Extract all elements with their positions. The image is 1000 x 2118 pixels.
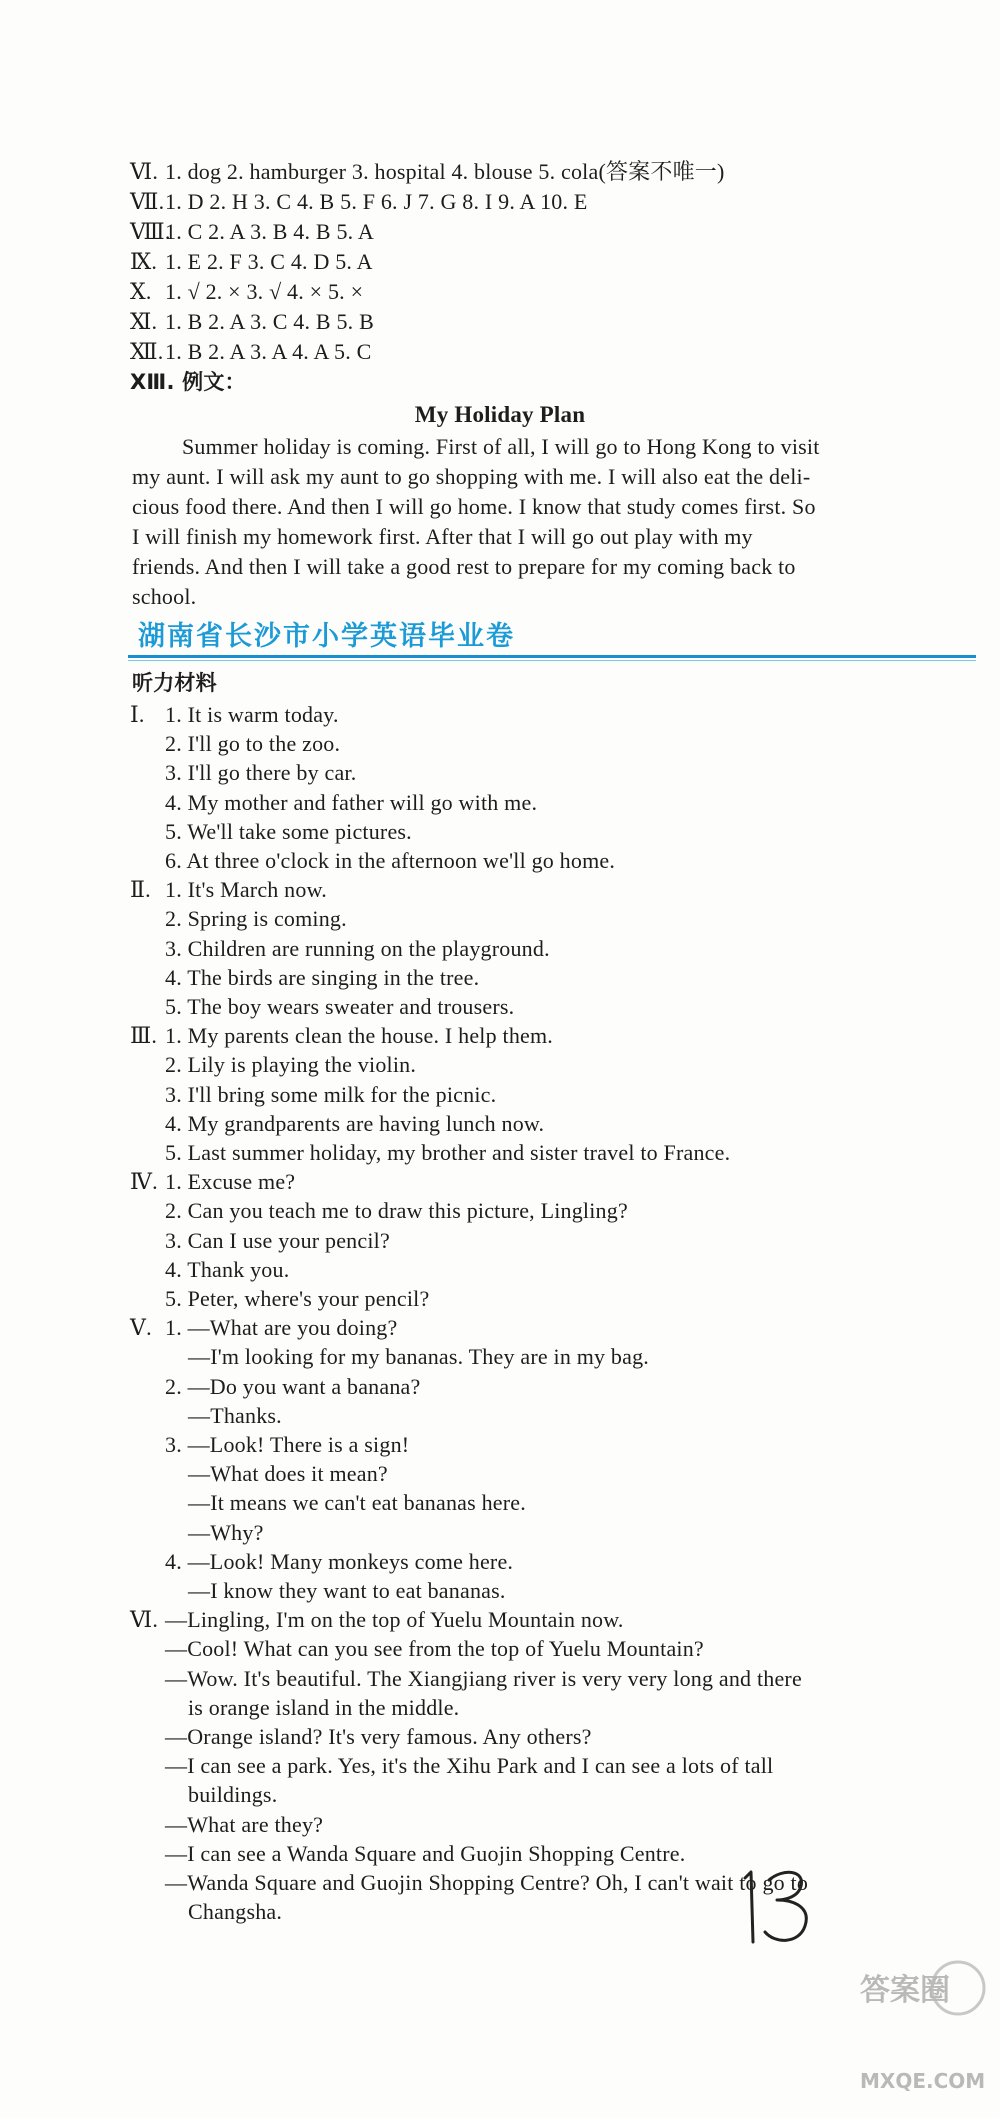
listening-text: buildings.	[188, 1782, 278, 1808]
answer-text: 1. B 2. A 3. C 4. B 5. B	[165, 309, 374, 334]
answer-text: 1. B 2. A 3. A 4. A 5. C	[165, 339, 372, 364]
listening-text: —I can see a park. Yes, it's the Xihu Park and I can see a lots of tall	[165, 1753, 774, 1779]
listening-text: 5. Peter, where's your pencil?	[165, 1286, 430, 1311]
listening-line	[0, 1693, 1000, 1723]
listening-text: 2. —Do you want a banana?	[165, 1373, 421, 1399]
essay-text: my aunt. I will ask my aunt to go shopping with me. I will also eat the deli-	[132, 464, 811, 489]
listening-line	[0, 1255, 1000, 1285]
section-number: Ⅳ.	[130, 1169, 158, 1195]
essay-line	[0, 462, 1000, 492]
listening-text: 2. I'll go to the zoo.	[165, 731, 341, 757]
listening-line	[0, 729, 1000, 759]
listening-line	[0, 963, 1000, 993]
listening-text: —Wow. It's beautiful. The Xiangjiang river is very very long and there	[165, 1665, 802, 1691]
listening-text: —It means we can't eat bananas here.	[188, 1490, 526, 1516]
section-number: Ⅸ.	[130, 249, 158, 274]
essay-line	[0, 582, 1000, 612]
listening-line	[0, 1780, 1000, 1810]
section-number: Ⅱ.	[130, 877, 151, 903]
listening-text: —What does it mean?	[188, 1461, 388, 1487]
listening-line	[0, 1605, 1000, 1635]
listening-text: 1. —What are you doing?	[165, 1315, 398, 1341]
answer-text: 1. D 2. H 3. C 4. B 5. F 6. J 7. G 8. I 9. A 10. E	[165, 189, 588, 214]
listening-line	[0, 1138, 1000, 1168]
essay-label: ⅩⅢ. 例文：	[130, 370, 246, 394]
answer-line	[0, 187, 1000, 217]
section-number: Ⅲ.	[130, 1023, 158, 1049]
listening-text: 3. —Look! There is a sign!	[165, 1432, 410, 1457]
listening-line	[0, 1401, 1000, 1431]
listening-text: —Why?	[188, 1519, 264, 1545]
banner-rule	[128, 660, 976, 661]
section-number: Ⅷ.	[130, 219, 171, 244]
essay-label-line	[0, 367, 1000, 397]
listening-text: 4. My mother and father will go with me.	[165, 789, 538, 815]
listening-line	[0, 1634, 1000, 1664]
essay-line	[0, 552, 1000, 582]
section-number: Ⅺ.	[130, 309, 158, 334]
listening-line	[0, 1050, 1000, 1080]
essay-text: school.	[132, 584, 197, 609]
essay-title-line	[0, 400, 1000, 430]
essay-title: My Holiday Plan	[414, 402, 586, 427]
section-number: Ⅴ.	[130, 1315, 152, 1341]
listening-text: 3. I'll go there by car.	[165, 760, 357, 786]
listening-line	[0, 1430, 1000, 1460]
watermark-text-url: MXQE.COM	[860, 2069, 986, 2093]
listening-text: 4. —Look! Many monkeys come here.	[165, 1548, 514, 1574]
listening-line	[0, 1897, 1000, 1927]
essay-line	[0, 522, 1000, 552]
essay-text: I will finish my homework first. After that I will go out play with my	[132, 524, 753, 549]
listening-label-line	[0, 668, 1000, 698]
listening-line	[0, 1518, 1000, 1548]
answer-line	[0, 337, 1000, 367]
listening-line	[0, 1547, 1000, 1577]
listening-line	[0, 1488, 1000, 1518]
answer-line	[0, 277, 1000, 307]
listening-line	[0, 875, 1000, 905]
listening-text: 3. I'll bring some milk for the picnic.	[165, 1081, 497, 1107]
listening-text: 4. The birds are singing in the tree.	[165, 964, 480, 990]
listening-line	[0, 817, 1000, 847]
listening-line	[0, 1080, 1000, 1110]
essay-text: cious food there. And then I will go home. I know that study comes first. So	[132, 494, 816, 519]
answer-line	[0, 307, 1000, 337]
listening-line	[0, 758, 1000, 788]
essay-text: Summer holiday is coming. First of all, I will go to Hong Kong to visit	[182, 434, 820, 459]
listening-text: 5. We'll take some pictures.	[165, 818, 412, 844]
watermark-text-cn: 答案圈	[860, 1973, 950, 2008]
listening-text: 1. My parents clean the house. I help them.	[165, 1023, 553, 1049]
banner-rule	[128, 655, 976, 658]
section-number: Ⅻ.	[130, 339, 164, 364]
answer-text: 1. E 2. F 3. C 4. D 5. A	[165, 249, 373, 274]
essay-line	[0, 432, 1000, 462]
section-number: Ⅵ.	[130, 1607, 159, 1633]
listening-line	[0, 1313, 1000, 1343]
listening-line	[0, 846, 1000, 876]
listening-line	[0, 934, 1000, 964]
listening-line	[0, 1196, 1000, 1226]
listening-text: —I can see a Wanda Square and Guojin Shopping Centre.	[165, 1840, 686, 1866]
listening-line	[0, 1810, 1000, 1840]
listening-text: 1. It is warm today.	[165, 702, 339, 727]
answer-text: 1. C 2. A 3. B 4. B 5. A	[165, 219, 374, 244]
listening-text: —Orange island? It's very famous. Any others?	[165, 1724, 592, 1749]
listening-line	[0, 1868, 1000, 1898]
listening-text: —Cool! What can you see from the top of Yuelu Mountain?	[165, 1636, 704, 1662]
section-banner	[128, 617, 976, 659]
listening-text: 6. At three o'clock in the afternoon we'll go home.	[165, 848, 616, 873]
listening-line	[0, 1372, 1000, 1402]
answer-line	[0, 157, 1000, 187]
listening-text: —Wanda Square and Guojin Shopping Centre? Oh, I can't wait to go to	[165, 1870, 809, 1895]
listening-line	[0, 1459, 1000, 1489]
listening-text: 4. My grandparents are having lunch now.	[165, 1110, 545, 1136]
listening-text: —Thanks.	[188, 1402, 282, 1428]
answer-line	[0, 247, 1000, 277]
essay-line	[0, 492, 1000, 522]
listening-text: 4. Thank you.	[165, 1256, 290, 1282]
answer-text: 1. dog 2. hamburger 3. hospital 4. blouse 5. cola(答案不唯一)	[165, 159, 725, 184]
listening-text: is orange island in the middle.	[188, 1694, 460, 1720]
listening-text: 2. Can you teach me to draw this picture, Lingling?	[165, 1198, 628, 1224]
section-number: Ⅵ.	[130, 159, 159, 184]
listening-text: 3. Can I use your pencil?	[165, 1227, 390, 1253]
listening-text: —I know they want to eat bananas.	[188, 1578, 506, 1603]
listening-text: Changsha.	[188, 1899, 283, 1925]
essay-text: friends. And then I will take a good rest to prepare for my coming back to	[132, 554, 796, 579]
listening-line	[0, 1226, 1000, 1256]
listening-text: —I'm looking for my bananas. They are in my bag.	[188, 1344, 649, 1370]
listening-line	[0, 1576, 1000, 1606]
listening-label: 听力材料	[132, 671, 217, 695]
listening-line	[0, 1342, 1000, 1372]
listening-line	[0, 1664, 1000, 1694]
listening-line	[0, 1722, 1000, 1752]
listening-line	[0, 1839, 1000, 1869]
listening-text: —Lingling, I'm on the top of Yuelu Mountain now.	[165, 1607, 624, 1633]
listening-text: 3. Children are running on the playground.	[165, 935, 550, 961]
listening-line	[0, 1167, 1000, 1197]
answer-text: 1. √ 2. × 3. √ 4. × 5. ×	[165, 279, 364, 304]
listening-line	[0, 992, 1000, 1022]
section-number: Ⅹ.	[130, 279, 152, 304]
section-number: Ⅶ.	[130, 189, 165, 214]
watermark-logo	[860, 1918, 990, 2108]
listening-text: 1. Excuse me?	[165, 1169, 296, 1195]
section-number: Ⅰ.	[130, 702, 145, 727]
listening-text: 2. Lily is playing the violin.	[165, 1052, 417, 1078]
listening-line	[0, 904, 1000, 934]
page-number-handwritten	[735, 1860, 825, 1950]
listening-line	[0, 1284, 1000, 1314]
listening-text: —What are they?	[165, 1811, 324, 1837]
answer-line	[0, 217, 1000, 247]
listening-line	[0, 1109, 1000, 1139]
listening-line	[0, 1751, 1000, 1781]
listening-text: 1. It's March now.	[165, 877, 327, 903]
listening-text: 5. The boy wears sweater and trousers.	[165, 994, 515, 1019]
listening-line	[0, 1021, 1000, 1051]
listening-line	[0, 700, 1000, 730]
banner-title: 湖南省长沙市小学英语毕业卷	[138, 621, 515, 652]
listening-text: 5. Last summer holiday, my brother and sister travel to France.	[165, 1140, 731, 1165]
listening-text: 2. Spring is coming.	[165, 906, 347, 932]
listening-line	[0, 788, 1000, 818]
